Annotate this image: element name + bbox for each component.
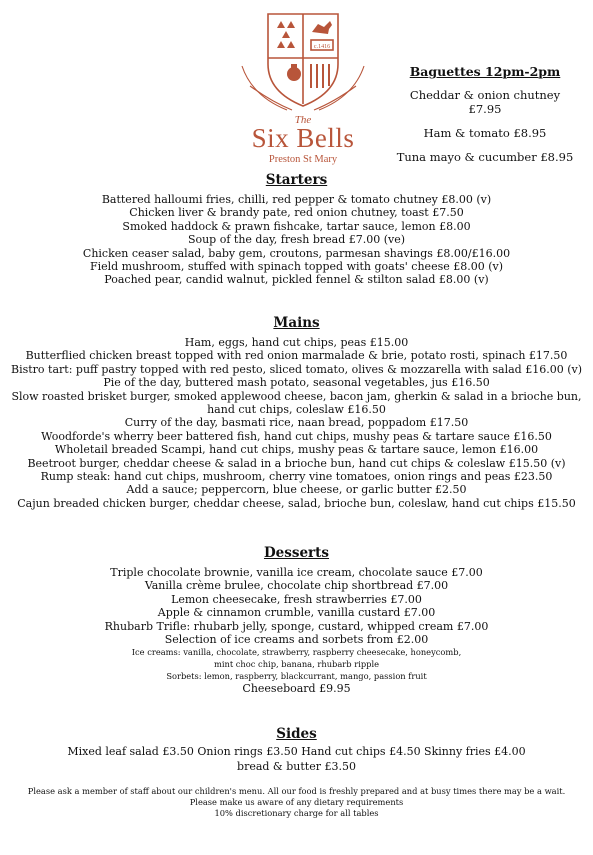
menu-item: Curry of the day, basmati rice, naan bread, poppadom £17.50: [124, 416, 469, 430]
sides-line: Mixed leaf salad £3.50 Onion rings £3.50 Hand cut chips £4.50 Skinny fries £4.00: [67, 745, 526, 758]
footer-line: Please ask a member of staff about our children's menu. All our food is freshly prepared and at busy times there may be a wait.: [27, 786, 566, 796]
desserts-title: Desserts: [263, 545, 330, 561]
footer-line: Please make us aware of any dietary requirements: [189, 797, 404, 808]
menu-item: Triple chocolate brownie, vanilla ice cream, chocolate sauce £7.00: [110, 566, 483, 579]
menu-item: Wholetail breaded Scampi, hand cut chips, mushy peas & tartare sauce, lemon £16.00: [54, 443, 539, 457]
sides-line: bread & butter £3.50: [237, 759, 356, 773]
menu-item: Soup of the day, fresh bread £7.00 (ve): [187, 233, 406, 247]
logo-name: Six Bells: [251, 123, 355, 153]
ice-cream-flavours: mint choc chip, banana, rhubarb ripple: [213, 659, 380, 670]
menu-item: Cheeseboard £9.95: [242, 682, 351, 696]
menu-item: Field mushroom, stuffed with spinach topped with goats' cheese £8.00 (v): [89, 260, 504, 274]
menu-item: hand cut chips, coleslaw £16.50: [207, 403, 386, 417]
logo-the: The: [294, 114, 312, 126]
mains-section: [0, 315, 593, 510]
footer-line: 10% discretionary charge for all tables: [214, 808, 379, 819]
menu-item: Chicken liver & brandy pate, red onion chutney, toast £7.50: [129, 206, 464, 220]
menu-item: Rhubarb Trifle: rhubarb jelly, sponge, custard, whipped cream £7.00: [104, 619, 489, 633]
menu-item: Battered halloumi fries, chilli, red pepper & tomato chutney £8.00 (v): [101, 193, 492, 206]
menu-item: Vanilla crème brulee, chocolate chip shortbread £7.00: [144, 579, 449, 593]
menu-item: Butterflied chicken breast topped with red onion marmalade & brie, potato rosti, spinach £17.50: [25, 349, 568, 363]
menu-item: Pie of the day, buttered mash potato, seasonal vegetables, jus £16.50: [103, 376, 490, 390]
ice-cream-flavours: Ice creams: vanilla, chocolate, strawberry, raspberry cheesecake, honeycomb,: [131, 647, 462, 658]
menu-item: Selection of ice creams and sorbets from £2.00: [164, 633, 429, 647]
starters-title: Starters: [265, 172, 328, 188]
menu-item: Beetroot burger, cheddar cheese & salad in a brioche bun, hand cut chips & coleslaw £15.50 (v): [27, 456, 566, 470]
menu-item: Woodforde's wherry beer battered fish, hand cut chips, mushy peas & tartare sauce £16.50: [41, 429, 552, 443]
sides-title: Sides: [276, 726, 317, 742]
menu-item: Slow roasted brisket burger, smoked applewood cheese, bacon jam, gherkin & salad in a brioche bun,: [11, 389, 582, 403]
menu-item: Add a sauce; peppercorn, blue cheese, or garlic butter £2.50: [126, 483, 467, 497]
baguette-item: Cheddar & onion chutney £7.95: [409, 88, 561, 116]
footer-notes: [0, 786, 593, 820]
menu-item: Smoked haddock & prawn fishcake, tartar sauce, lemon £8.00: [122, 219, 471, 233]
baguettes-title: Baguettes 12pm-2pm: [409, 64, 561, 79]
menu-item: Chicken ceaser salad, baby gem, croutons, parmesan shavings £8.00/£16.00: [82, 246, 511, 260]
menu-item: Apple & cinnamon crumble, vanilla custard £7.00: [157, 606, 436, 620]
svg-text:c.1416: c.1416: [313, 44, 331, 50]
baguette-item: Tuna mayo & cucumber £8.95: [396, 150, 574, 164]
menu-item: Lemon cheesecake, fresh strawberries £7.00: [171, 592, 422, 606]
sides-section: [0, 726, 593, 774]
sorbet-flavours: Sorbets: lemon, raspberry, blackcurrant, mango, passion fruit: [166, 671, 427, 682]
starters-section: [0, 172, 593, 287]
baguette-item: Ham & tomato £8.95: [423, 126, 547, 140]
shield-crest-icon: [232, 6, 374, 116]
desserts-section: [0, 545, 593, 696]
menu-item: Bistro tart: puff pastry topped with red pesto, sliced tomato, olives & mozzarella with salad £16.00 (v): [11, 362, 582, 376]
menu-item: Poached pear, candid walnut, pickled fennel & stilton salad £8.00 (v): [104, 273, 489, 287]
menu-item: Cajun breaded chicken burger, cheddar cheese, salad, brioche bun, coleslaw, hand cut chips £15.50: [17, 496, 576, 510]
six-bells-logo: [232, 6, 374, 166]
menu-item: Ham, eggs, hand cut chips, peas £15.00: [184, 336, 409, 349]
logo-place: Preston St Mary: [268, 154, 338, 165]
mains-title: Mains: [273, 315, 320, 331]
menu-item: Rump steak: hand cut chips, mushroom, cherry vine tomatoes, onion rings and peas £23.50: [40, 470, 553, 484]
baguettes-section: [395, 64, 575, 174]
